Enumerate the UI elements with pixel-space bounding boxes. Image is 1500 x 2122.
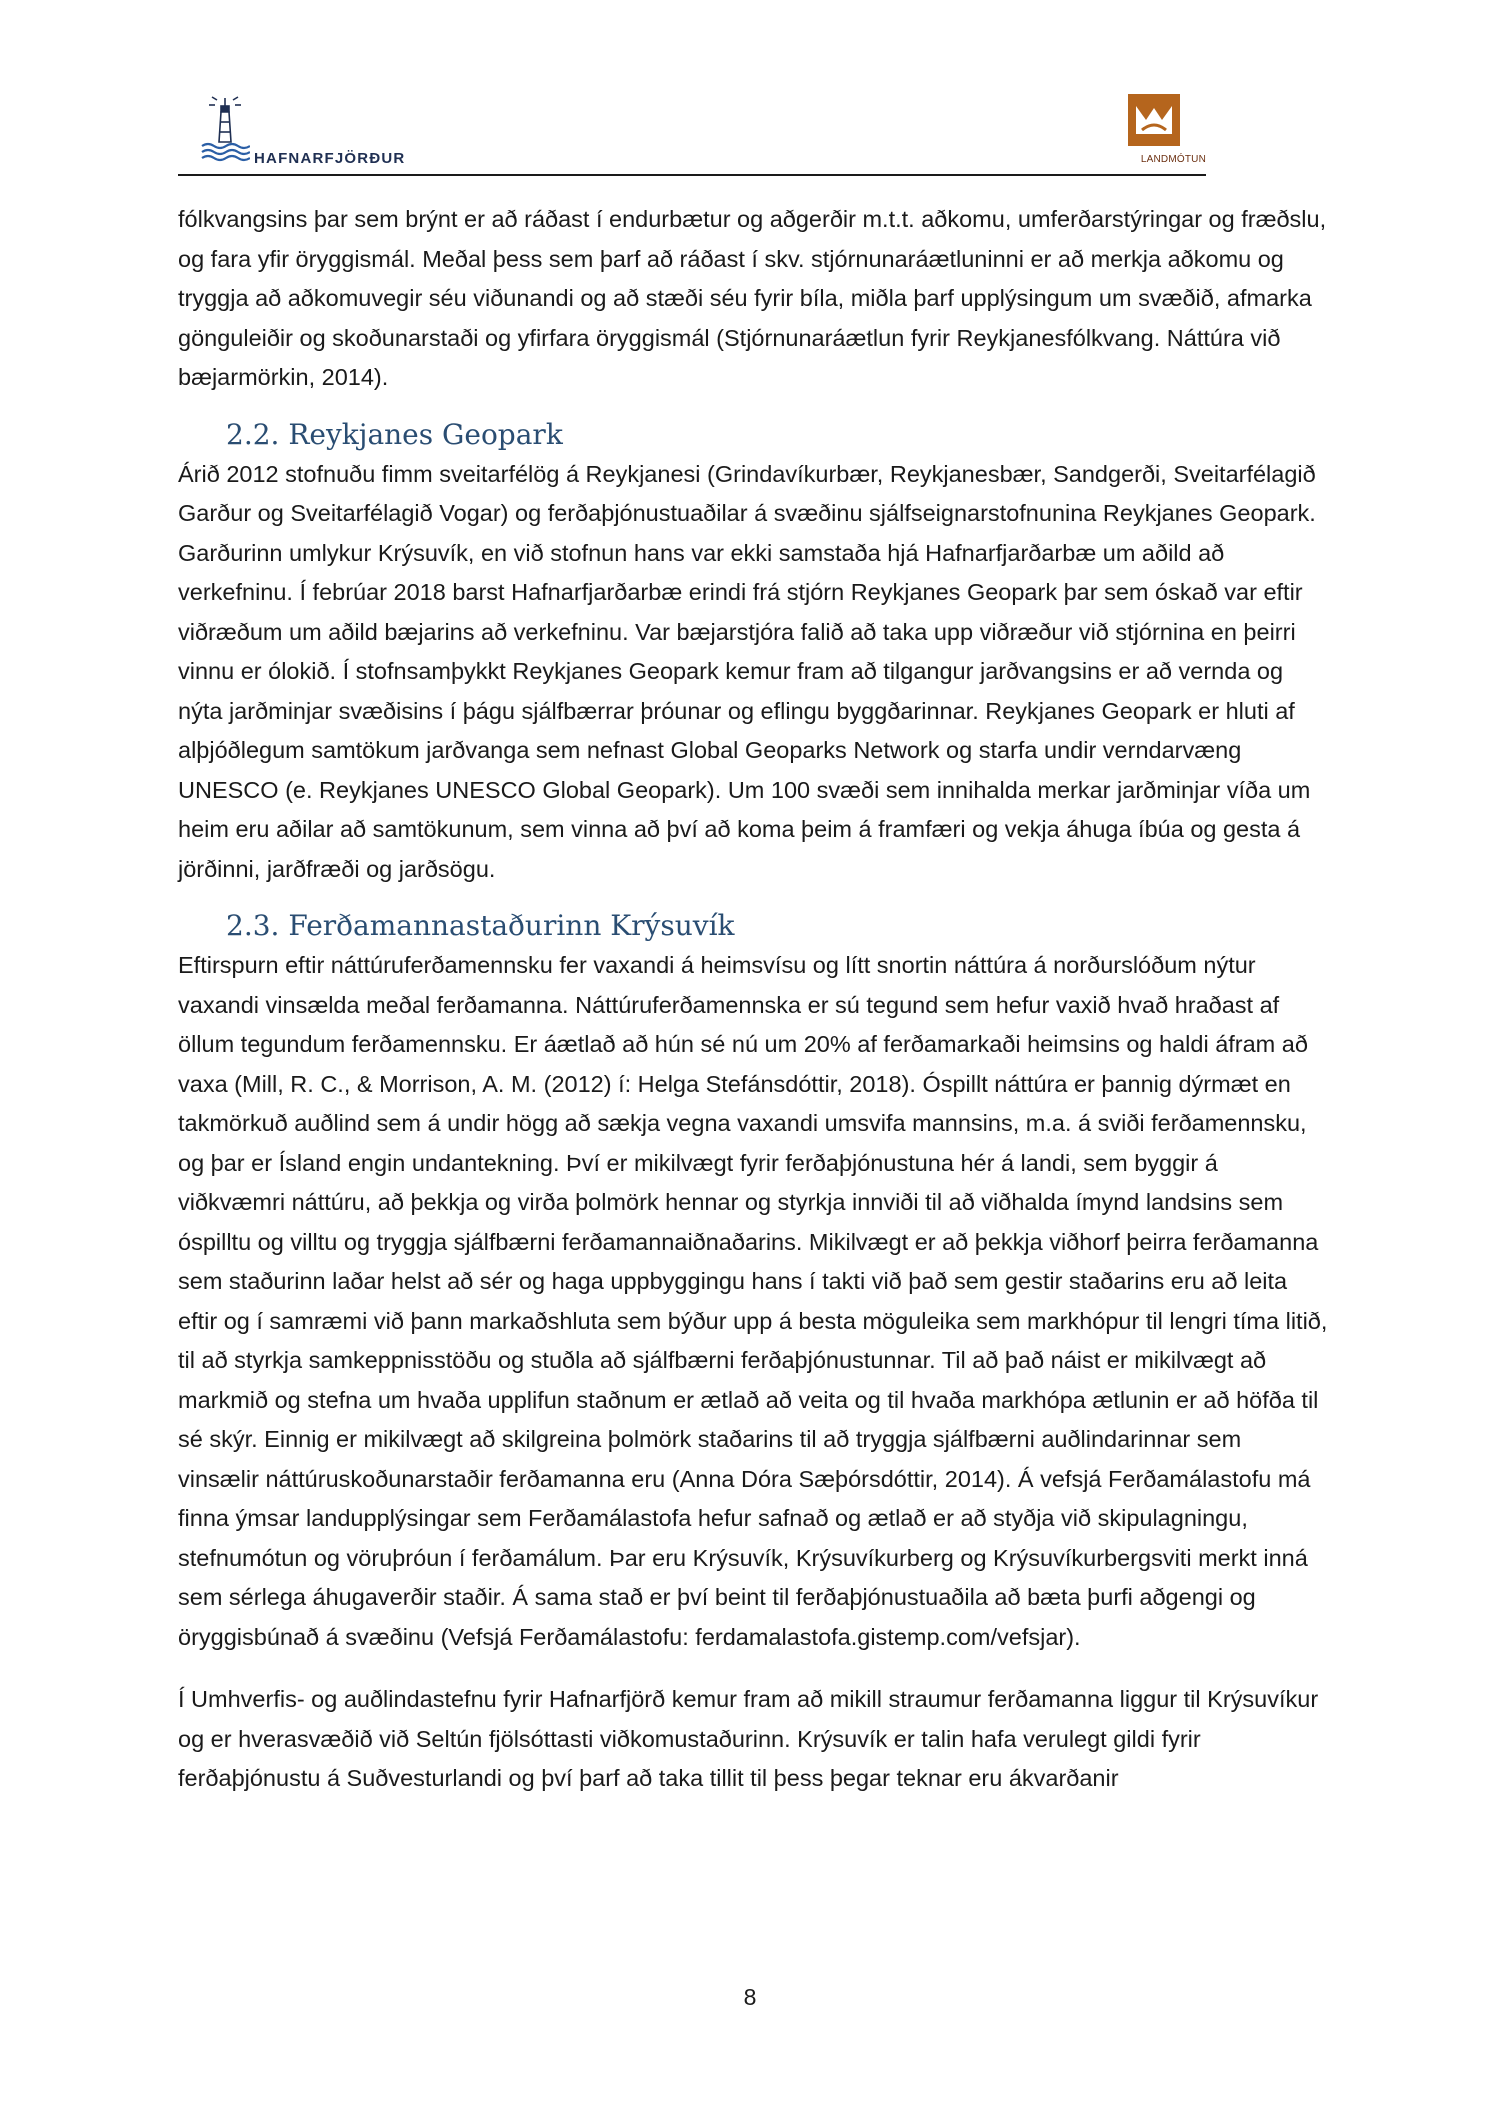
page-number: 8 — [743, 1984, 757, 2010]
body-paragraph: Árið 2012 stofnuðu fimm sveitarfélög á Reykjanesi (Grindavíkurbær, Reykjanesbær, Sandgerði, Sveitarfélagið Garður og Sveitarfélagið Vogar) og ferðaþjónustuaðilar á svæðinu sjálfseignarstofnunina Reykjanes Geopark. Garðurinn umlykur Krýsuvík, en við stofnun hans var ekki samstaða hjá Hafnarfjarðarbæ um aðild að verkefninu. Í febrúar 2018 barst Hafnarfjarðarbæ erindi frá stjórn Reykjanes Geopark þar sem óskað var eftir viðræðum um aðild bæjarins að verkefninu. Var bæjarstjóra falið að taka upp viðræður við stjórnina en þeirri vinnu er ólokið. Í stofnsamþykkt Reykjanes Geopark kemur fram að tilgangur jarðvangsins er að vernda og nýta jarðminjar svæðisins í þágu sjálfbærrar þróunar og eflingu byggðarinnar. Reykjanes Geopark er hluti af alþjóðlegum samtökum jarðvanga sem nefnast Global Geoparks Network og starfa undir verndarvæng UNESCO (e. Reykjanes UNESCO Global Geopark). Um 100 svæði sem innihalda merkar jarðminjar víða um heim eru aðilar að samtökunum, sem vinna að því að koma þeim á framfæri og vekja áhuga íbúa og gesta á jörðinni, jarðfræði og jarðsögu. — [178, 460, 1316, 882]
lighthouse-icon — [200, 94, 250, 164]
page-header — [178, 88, 1206, 176]
section-heading-reykjanes-geopark: 2.2. Reykjanes Geopark — [226, 417, 563, 451]
document-body — [178, 200, 1328, 1799]
landmotun-logo-text: LANDMÓTUN — [1140, 154, 1206, 165]
body-paragraph: Í Umhverfis- og auðlindastefnu fyrir Hafnarfjörð kemur fram að mikill straumur ferðamanna liggur til Krýsuvíkur og er hverasvæðið við Seltún fjölsóttasti viðkomustaðurinn. Krýsuvík er talin hafa verulegt gildi fyrir ferðaþjónustu á Suðvesturlandi og því þarf að taka tillit til þess þegar teknar eru ákvarðanir — [178, 1686, 1319, 1791]
hafnarfjordur-logo — [200, 94, 500, 166]
hafnarfjordur-logo-text: HAFNARFJÖRÐUR — [254, 150, 406, 167]
intro-paragraph: fólkvangsins þar sem brýnt er að ráðast í endurbætur og aðgerðir m.t.t. aðkomu, umferðarstýringar og fræðslu, og fara yfir öryggismál. Meðal þess sem þarf að ráðast í skv. stjórnunaráætluninni er að merkja aðkomu og tryggja að aðkomuvegir séu viðunandi og að stæði séu fyrir bíla, miðla þarf upplýsingum um svæðið, afmarka gönguleiðir og skoðunarstaði og yfirfara öryggismál (Stjórnunaráætlun fyrir Reykjanesfólkvang. Náttúra við bæjarmörkin, 2014). — [178, 206, 1327, 390]
landmotun-logo — [1106, 94, 1206, 170]
section-heading-krysuvik: 2.3. Ferðamannastaðurinn Krýsuvík — [226, 909, 735, 942]
body-paragraph: Eftirspurn eftir náttúruferðamennsku fer vaxandi á heimsvísu og lítt snortin náttúra á norðurslóðum nýtur vaxandi vinsælda meðal ferðamanna. Náttúruferðamennska er sú tegund sem hefur vaxið hvað hraðast af öllum tegundum ferðamennsku. Er áætlað að hún sé nú um 20% af ferðamarkaði heimsins og haldi áfram að vaxa (Mill, R. C., & Morrison, A. M. (2012) í: Helga Stefánsdóttir, 2018). Óspillt náttúra er þannig dýrmæt en takmörkuð auðlind sem á undir högg að sækja vegna vaxandi umsvifa mannsins, m.a. á sviði ferðamennsku, og þar er Ísland engin undantekning. Því er mikilvægt fyrir ferðaþjónustuna hér á landi, sem byggir á viðkvæmri náttúru, að þekkja og virða þolmörk hennar og styrkja innviði til að viðhalda ímynd landsins sem óspilltu og villtu og tryggja sjálfbærni ferðamannaiðnaðarins. Mikilvægt er að þekkja viðhorf þeirra ferðamanna sem staðurinn laðar helst að sér og haga uppbyggingu hans í takti við það sem gestir staðarins eru að leita eftir og í samræmi við þann markaðshluta sem býður upp á besta möguleika sem markhópur til lengri tíma litið, til að styrkja samkeppnisstöðu og stuðla að sjálfbærni ferðaþjónustunnar. Til að það náist er mikilvægt að markmið og stefna um hvaða upplifun staðnum er ætlað að veita og til hvaða markhópa ætlunin er að höfða til sé skýr. Einnig er mikilvægt að skilgreina þolmörk staðarins til að tryggja sjálfbærni auðlindarinnar sem vinsælir náttúruskoðunarstaðir ferðamanna eru (Anna Dóra Sæþórsdóttir, 2014). Á vefsjá Ferðamálastofu má finna ýmsar landupplýsingar sem Ferðamálastofa hefur safnað og ætlað er að styðja við skipulagningu, stefnumótun og vöruþróun í ferðamálum. Þar eru Krýsuvík, Krýsuvíkurberg og Krýsuvíkurbergsviti merkt inná sem sérlega áhugaverðir staðir. Á sama stað er því beint til ferðaþjónustuaðila að bæta þurfi aðgengi og öryggisbúnað á svæðinu (Vefsjá Ferðamálastofu: ferdamalastofa.gistemp.com/vefsjar). — [178, 952, 1328, 1650]
landmotun-icon — [1128, 94, 1180, 146]
